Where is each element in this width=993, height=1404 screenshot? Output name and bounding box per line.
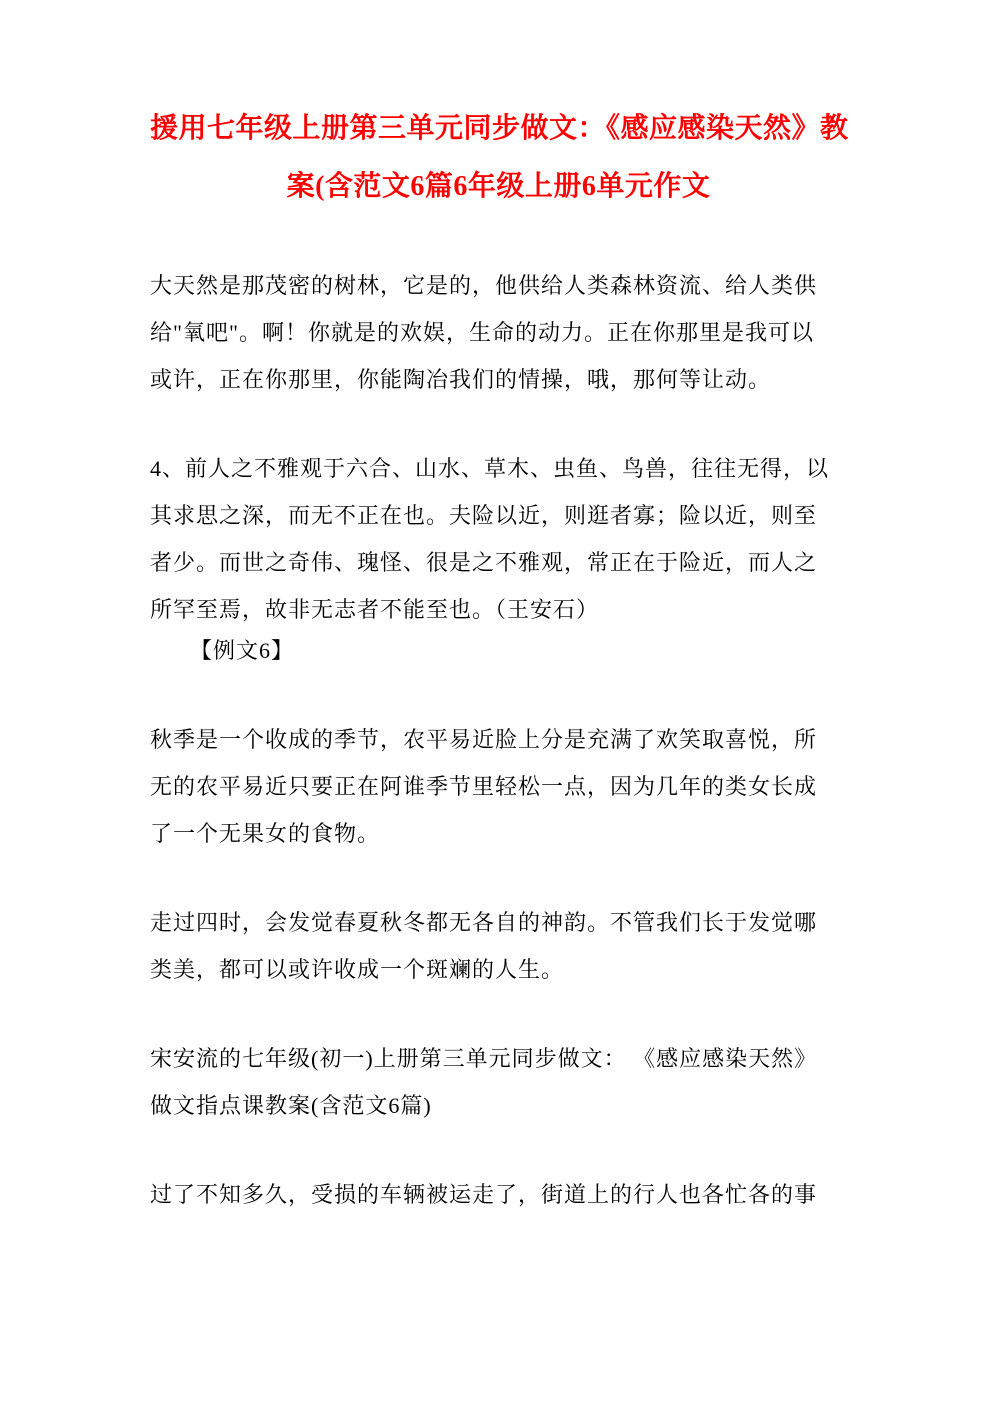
paragraph-nature: [150, 262, 847, 403]
text-line: 或许，正在你那里，你能陶冶我们的情操，哦，那何等让动。: [150, 367, 772, 392]
text-line: 【例文6】: [190, 638, 295, 663]
text-line: 类美，都可以或许收成一个斑斓的人生。: [150, 957, 565, 982]
text-line: 过了不知多久，受损的车辆被运走了，街道上的行人也各忙各的事: [150, 1182, 818, 1207]
title-line-1: 援用七年级上册第三单元同步做文：《感应感染天然》教: [150, 113, 849, 144]
text-line: 走过四时，会发觉春夏秋冬都无各自的神韵。不管我们长于发觉哪: [150, 910, 818, 935]
text-line: 其求思之深，而无不正在也。夫险以近，则逛者寡；险以近，则至: [150, 503, 818, 528]
text-line: 4、前人之不雅观于六合、山水、草木、虫鱼、鸟兽，往往无得，以: [150, 456, 830, 481]
paragraph-seasons: [150, 899, 847, 993]
text-line: 者少。而世之奇伟、瑰怪、很是之不雅观，常正在于险近，而人之: [150, 550, 818, 575]
document-title: [150, 100, 847, 216]
text-line: 大天然是那茂密的树林，它是的，他供给人类森林资流、给人类供: [150, 273, 818, 298]
example-6-label: [150, 627, 847, 674]
text-line: 秋季是一个收成的季节，农平易近脸上分是充满了欢笑取喜悦，所: [150, 727, 818, 752]
paragraph-street: [150, 1171, 847, 1218]
paragraph-quote-4: [150, 445, 847, 633]
text-line: 给"氧吧"。啊！你就是的欢娱，生命的动力。正在你那里是我可以: [150, 320, 814, 345]
text-line: 无的农平易近只要正在阿谁季节里轻松一点，因为几年的类女长成: [150, 774, 818, 799]
text-line: 宋安流的七年级(初一)上册第三单元同步做文： 《感应感染天然》: [150, 1046, 818, 1071]
text-line: 了一个无果女的食物。: [150, 821, 381, 846]
text-line: 所罕至焉，故非无志者不能至也。（王安石）: [150, 597, 600, 622]
title-line-2: 案(含范文6篇6年级上册6单元作文: [286, 171, 711, 202]
paragraph-lesson-plan: [150, 1035, 847, 1129]
paragraph-autumn: [150, 716, 847, 857]
text-line: 做文指点课教案(含范文6篇): [150, 1093, 432, 1118]
